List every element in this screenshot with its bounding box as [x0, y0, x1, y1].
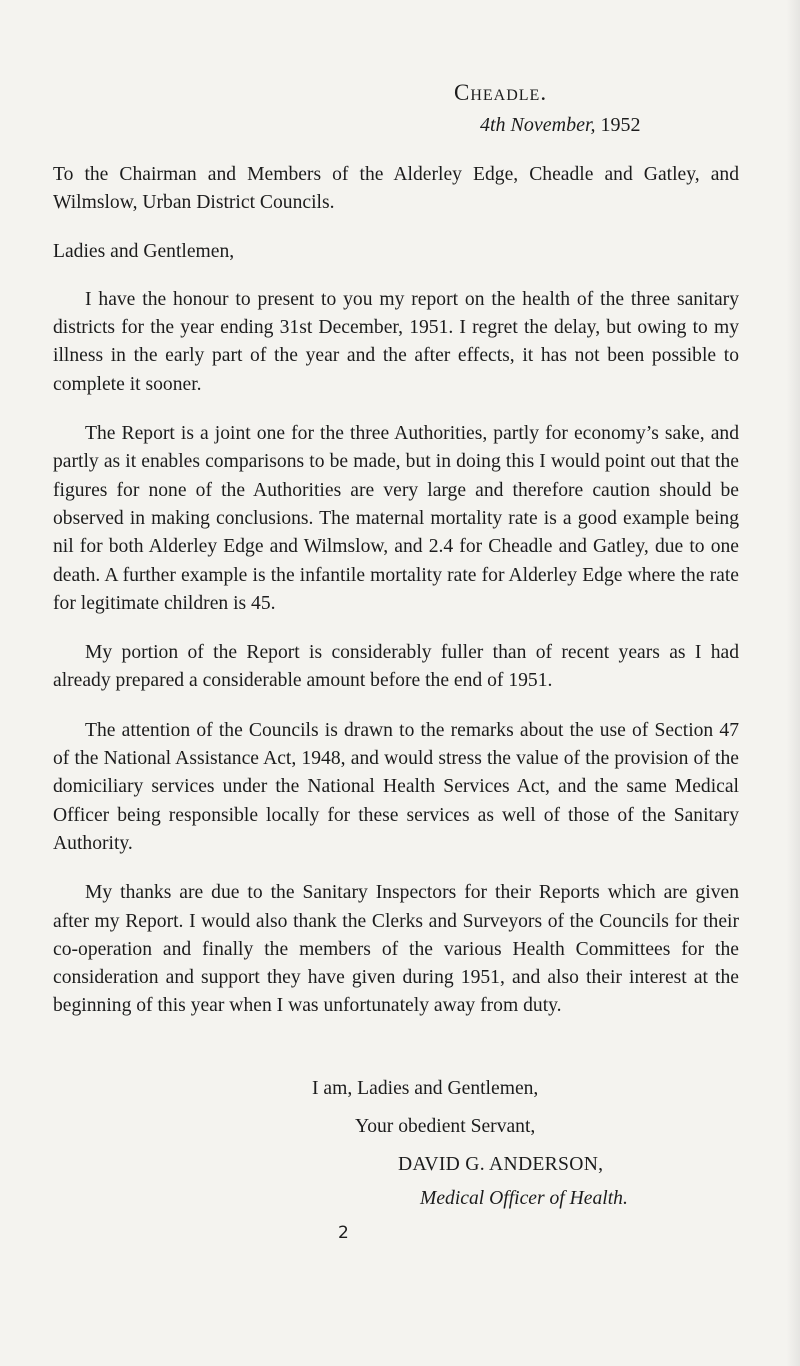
- paragraph-5: My thanks are due to the Sanitary Inspectors for their Reports which are given after my Report. I would also thank the Clerks and Surveyors of the Councils for their co-operation and finally the members of the various Health Committees for the consideration and support they have given during 1951, and also their interest at the beginning of this year when I was unfortunately away from duty.: [53, 882, 739, 1017]
- signatory-title: Medical Officer of Health.: [420, 1188, 628, 1209]
- letter-addressee: To the Chairman and Members of the Alderley Edge, Cheadle and Gatley, and Wilmslow, Urban District Councils.: [53, 164, 739, 214]
- page-edge-shadow: [786, 0, 800, 1366]
- closing-line-2: Your obedient Servant,: [355, 1116, 536, 1137]
- paragraph-2: The Report is a joint one for the three Authorities, partly for economy’s sake, and partly as it enables comparisons to be made, but in doing this I would point out that the figures for none of the Authorities are very large and therefore caution should be observed in making conclusions. The maternal mortality rate is a good example being nil for both Alderley Edge and Wilmslow, and 2.4 for Cheadle and Gatley, due to one death. A further example is the infantile mortality rate for Alderley Edge where the rate for legitimate children is 45.: [53, 423, 739, 614]
- paragraph-3: My portion of the Report is considerably fuller than of recent years as I had already prepared a considerable amount before the end of 1951.: [53, 642, 739, 692]
- paragraph-4: The attention of the Councils is drawn to the remarks about the use of Section 47 of the National Assistance Act, 1948, and would stress the value of the provision of the domiciliary services under the National Health Services Act, and the same Medical Officer being responsible locally for these services as well of those of the Sanitary Authority.: [53, 719, 739, 854]
- signatory-name: DAVID G. ANDERSON,: [398, 1154, 604, 1175]
- paragraph-1: I have the honour to present to you my report on the health of the three sanitary districts for the year ending 31st December, 1951. I regret the delay, but owing to my illness in the early part of the year and the after effects, it has not been possible to complete it sooner.: [53, 288, 739, 395]
- letter-body: [53, 161, 739, 1021]
- letter-date-year: 1952: [595, 114, 641, 136]
- page-number: 2: [338, 1223, 349, 1243]
- closing-line-1: I am, Ladies and Gentlemen,: [312, 1078, 539, 1099]
- letter-date-day: 4th November,: [480, 114, 596, 136]
- letter-date: [480, 114, 641, 137]
- letter-place: Cheadle.: [454, 80, 548, 105]
- letter-salutation: Ladies and Gentlemen,: [53, 240, 235, 262]
